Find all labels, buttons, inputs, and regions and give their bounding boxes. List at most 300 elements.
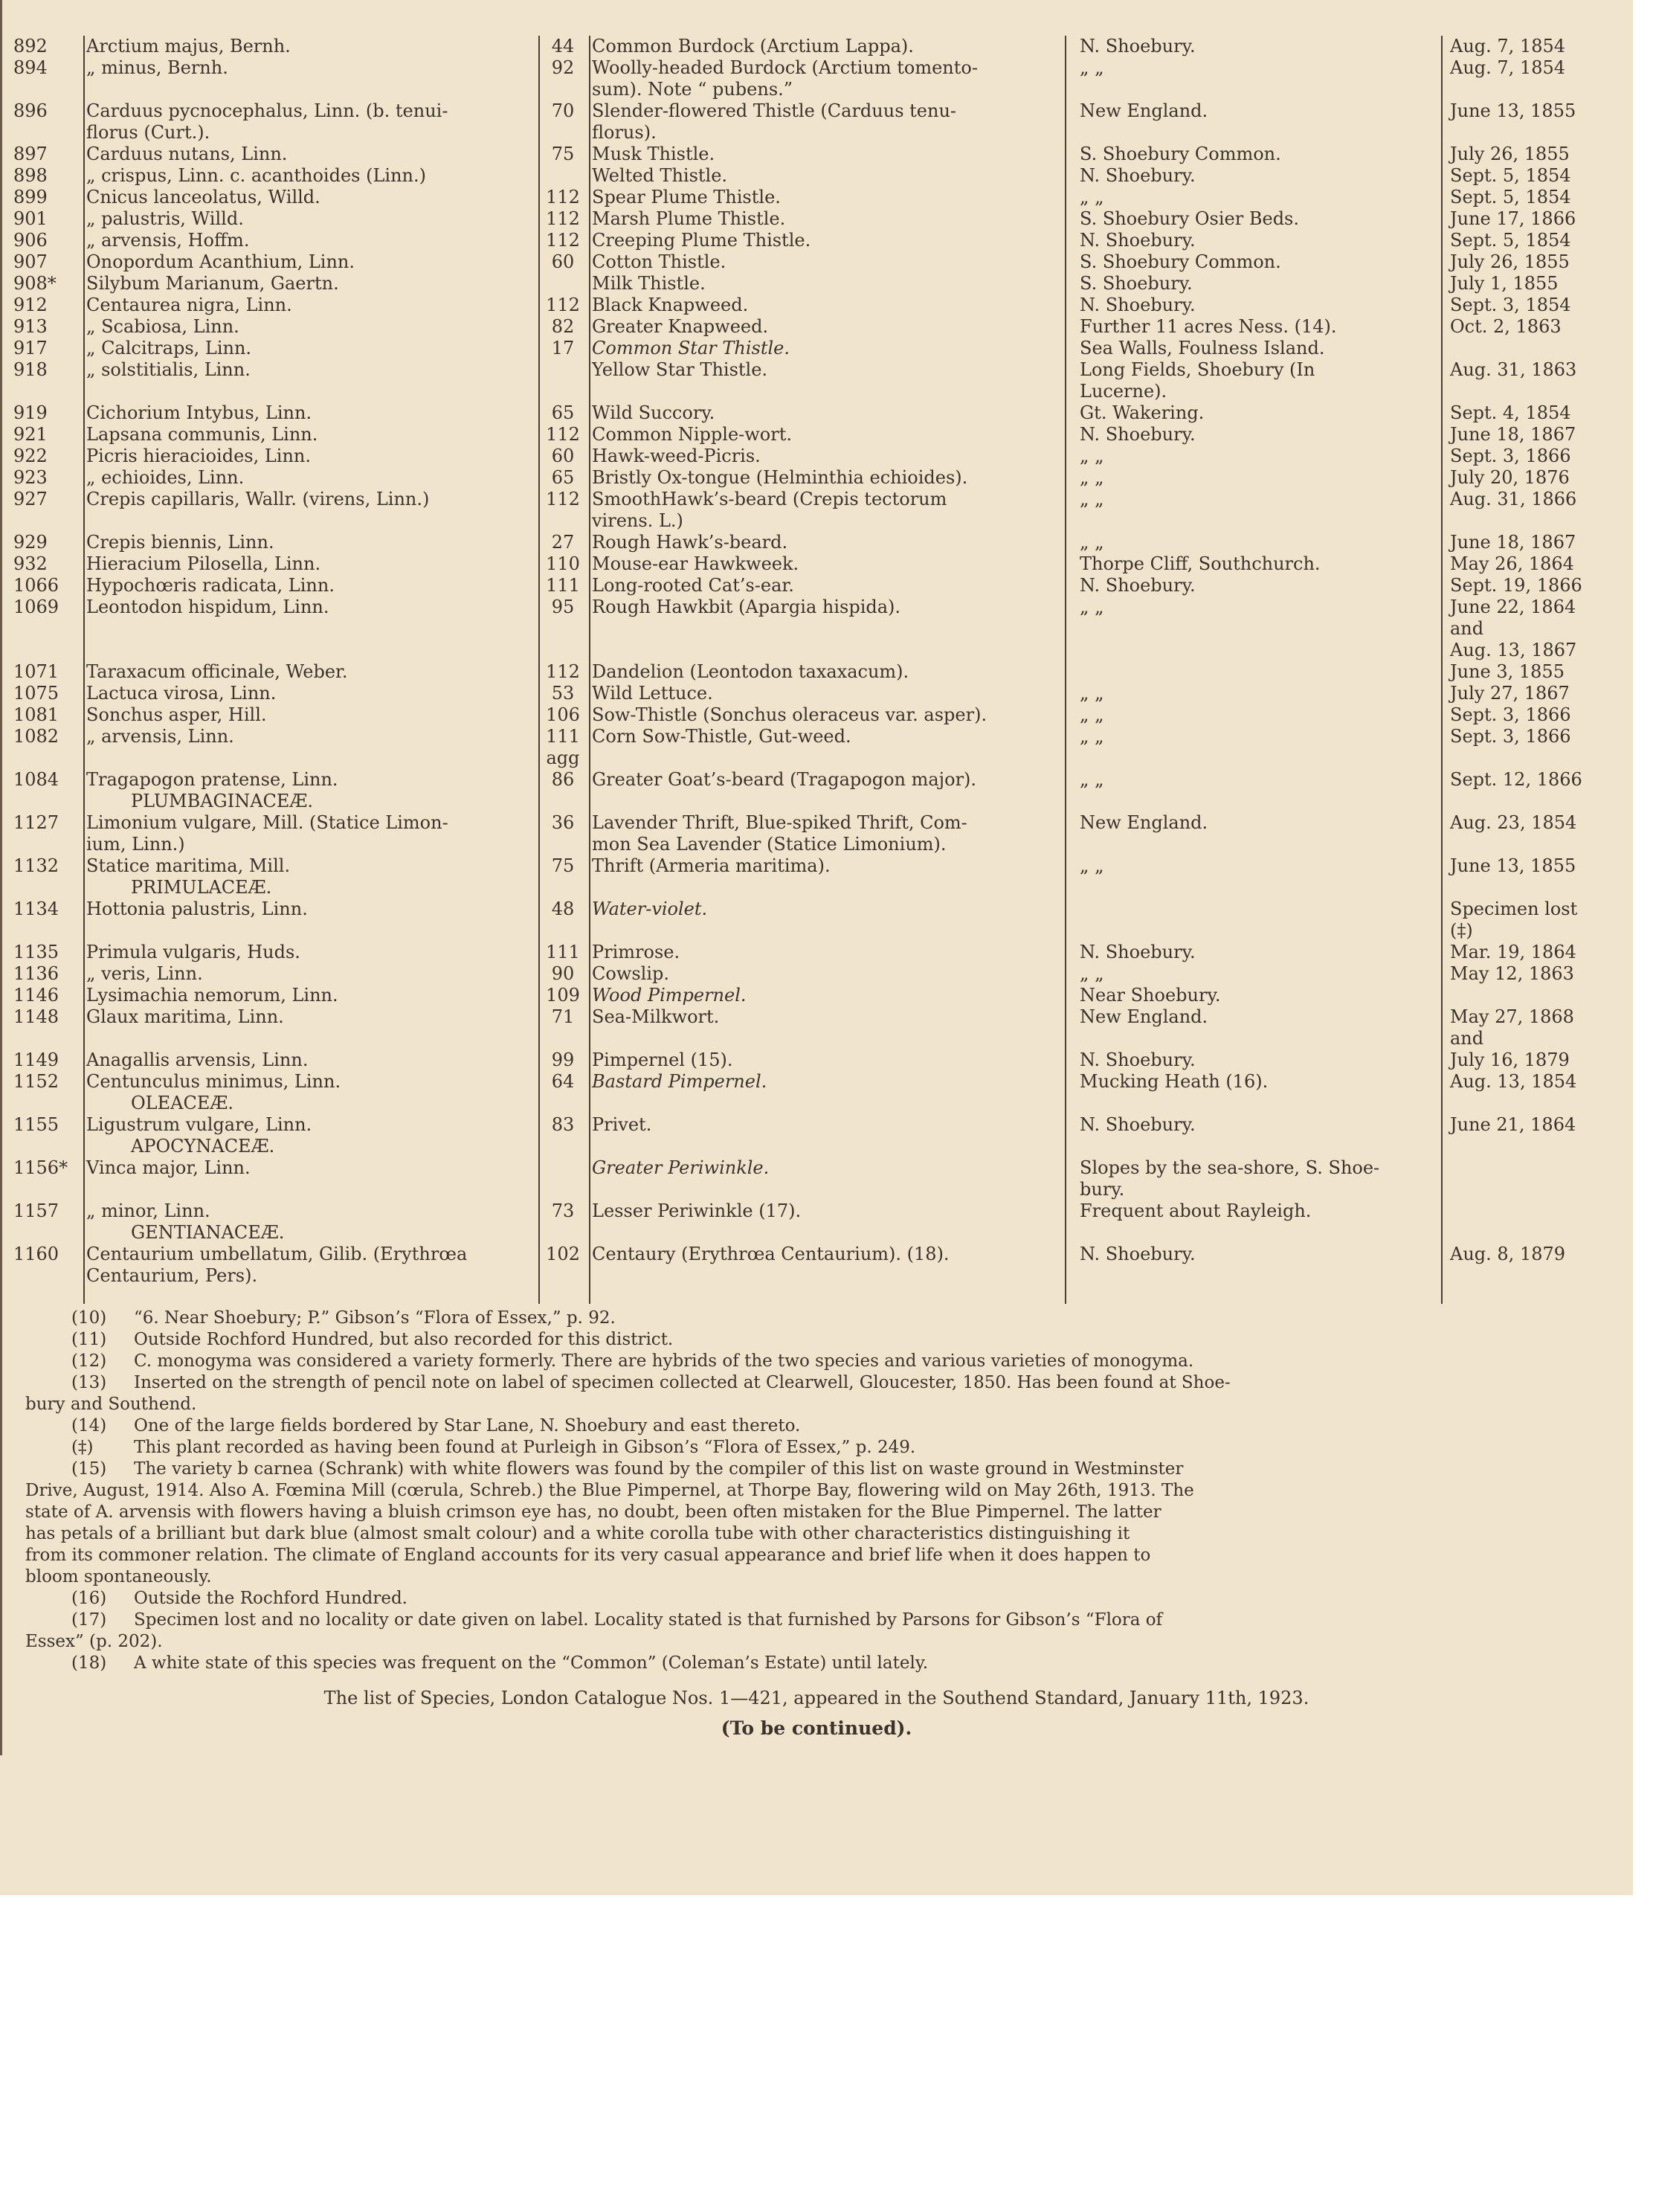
catalogue-number: 912 <box>13 295 48 315</box>
date-collected: Aug. 8, 1879 <box>1450 1244 1566 1264</box>
common-name: Thrift (Armeria maritima). <box>592 855 831 876</box>
reference-number: 70 <box>551 100 575 121</box>
date-collected: Aug. 31, 1863 <box>1450 359 1577 380</box>
date-collected: May 12, 1863 <box>1450 963 1574 984</box>
footnote-text: from its commoner relation. The climate of England accounts for its very casual appearance and brief life when it does happen to <box>25 1546 1151 1565</box>
locality: „ „ <box>1080 57 1104 78</box>
botanical-name: Centaurium, Pers). <box>86 1265 258 1286</box>
botanical-name: Arctium majus, Bernh. <box>86 36 291 57</box>
footnote <box>25 1610 1617 1631</box>
footnote-key: (17) <box>71 1610 107 1630</box>
locality: N. Shoebury. <box>1080 230 1196 251</box>
common-name: Common Nipple-wort. <box>592 424 792 445</box>
footnote <box>25 1351 1617 1372</box>
locality: „ „ <box>1080 683 1104 704</box>
footnote-text: bury and Southend. <box>25 1395 197 1414</box>
reference-number: 53 <box>551 683 575 704</box>
botanical-name: „ Calcitraps, Linn. <box>86 338 252 359</box>
reference-number: 17 <box>551 338 575 359</box>
date-collected: May 26, 1864 <box>1450 553 1574 574</box>
common-name: Wild Succory. <box>592 402 715 423</box>
footnote-text: Drive, August, 1914. Also A. Fœmina Mill (cœrula, Schreb.) the Blue Pimpernel, at Thorpe Bay, flowering wild on May 26th, 1913. The <box>25 1481 1194 1500</box>
footnote-text: Inserted on the strength of pencil note on label of specimen collected at Clearwell, Gloucester, 1850. Has been found at Shoe- <box>134 1373 1231 1392</box>
common-name: Bristly Ox-tongue (Helminthia echioides). <box>592 467 968 488</box>
date-collected: Aug. 31, 1866 <box>1450 489 1577 509</box>
botanical-name: Carduus nutans, Linn. <box>86 144 288 164</box>
footnote <box>25 1588 1617 1610</box>
footnote-key: (13) <box>71 1373 107 1392</box>
family-heading: GENTIANACEÆ. <box>131 1222 285 1243</box>
footnotes <box>25 1308 1617 1674</box>
column-rule <box>589 36 590 1304</box>
reference-number: 44 <box>551 36 575 57</box>
catalogue-number: 908* <box>13 273 57 294</box>
date-collected: July 16, 1879 <box>1450 1049 1570 1070</box>
catalogue-number: 892 <box>13 36 48 57</box>
reference-number: 60 <box>551 251 575 272</box>
family-heading: PRIMULACEÆ. <box>131 877 272 898</box>
footnote-text: “6. Near Shoebury; P.” Gibson’s “Flora of Essex,” p. 92. <box>134 1308 616 1328</box>
catalogue-number: 1132 <box>13 855 59 876</box>
footnote-key: (10) <box>71 1308 107 1328</box>
catalogue-number: 898 <box>13 165 48 186</box>
footnote <box>25 1459 1617 1480</box>
botanical-name: „ Scabiosa, Linn. <box>86 316 239 337</box>
common-name: Marsh Plume Thistle. <box>592 208 786 229</box>
footnote-key: (12) <box>71 1351 107 1371</box>
common-name: Milk Thistle. <box>592 273 706 294</box>
reference-number: 60 <box>551 446 575 466</box>
species-table <box>0 36 1633 1304</box>
catalogue-number: 1148 <box>13 1006 59 1027</box>
botanical-name: Centunculus minimus, Linn. <box>86 1071 341 1092</box>
locality: bury. <box>1080 1179 1125 1200</box>
botanical-name: Lapsana communis, Linn. <box>86 424 318 445</box>
locality: „ „ <box>1080 726 1104 747</box>
common-name: Cotton Thistle. <box>592 251 726 272</box>
common-name: Corn Sow-Thistle, Gut-weed. <box>592 726 851 747</box>
reference-number: 27 <box>551 532 575 553</box>
date-collected: June 17, 1866 <box>1450 208 1576 229</box>
catalogue-number: 1081 <box>13 704 59 725</box>
botanical-name: Onopordum Acanthium, Linn. <box>86 251 355 272</box>
botanical-name: Carduus pycnocephalus, Linn. (b. tenui- <box>86 100 448 121</box>
family-heading: OLEACEÆ. <box>131 1093 233 1113</box>
common-name: Centaury (Erythrœa Centaurium). (18). <box>592 1244 950 1264</box>
date-collected: Aug. 7, 1854 <box>1450 36 1566 57</box>
locality: „ „ <box>1080 855 1104 876</box>
botanical-name: „ palustris, Willd. <box>86 208 244 229</box>
common-name: sum). Note “ pubens.” <box>592 79 793 100</box>
date-collected: June 13, 1855 <box>1450 100 1576 121</box>
catalogue-number: 1069 <box>13 597 59 617</box>
catalogue-number: 921 <box>13 424 48 445</box>
catalogue-number: 1152 <box>13 1071 59 1092</box>
date-collected: June 18, 1867 <box>1450 424 1576 445</box>
catalogue-number: 1082 <box>13 726 59 747</box>
footnote <box>25 1372 1617 1394</box>
column-rule <box>83 36 85 1304</box>
footnote-text: Essex” (p. 202). <box>25 1632 163 1651</box>
catalogue-number: 913 <box>13 316 48 337</box>
botanical-name: Limonium vulgare, Mill. (Statice Limon- <box>86 812 448 833</box>
catalogue-number: 906 <box>13 230 48 251</box>
footnote-text: The variety b carnea (Schrank) with white flowers was found by the compiler of this list on waste ground in Westminster <box>134 1459 1184 1479</box>
footnote <box>25 1394 1617 1415</box>
catalogue-number: 1071 <box>13 661 59 682</box>
botanical-name: Cnicus lanceolatus, Willd. <box>86 187 320 208</box>
date-collected: Oct. 2, 1863 <box>1450 316 1562 337</box>
column-rule <box>1441 36 1443 1304</box>
footnote-text: Outside Rochford Hundred, but also recorded for this district. <box>134 1330 674 1349</box>
locality: N. Shoebury. <box>1080 1114 1196 1135</box>
botanical-name: Lactuca virosa, Linn. <box>86 683 277 704</box>
reference-number: 90 <box>551 963 575 984</box>
catalogue-number: 896 <box>13 100 48 121</box>
footnote <box>25 1523 1617 1545</box>
reference-number: agg <box>546 747 580 768</box>
footnote-text: Outside the Rochford Hundred. <box>134 1589 407 1608</box>
catalogue-number: 1127 <box>13 812 59 833</box>
date-collected: Aug. 23, 1854 <box>1450 812 1577 833</box>
locality: Sea Walls, Foulness Island. <box>1080 338 1325 359</box>
botanical-name: „ arvensis, Hoffm. <box>86 230 250 251</box>
catalogue-number: 1075 <box>13 683 59 704</box>
locality: Long Fields, Shoebury (In <box>1080 359 1315 380</box>
botanical-name: Centaurium umbellatum, Gilib. (Erythrœa <box>86 1244 468 1264</box>
reference-number: 65 <box>551 402 575 423</box>
date-collected: and <box>1450 1028 1484 1049</box>
locality: „ „ <box>1080 489 1104 509</box>
reference-number: 83 <box>551 1114 575 1135</box>
reference-number: 86 <box>551 769 575 790</box>
reference-number: 99 <box>551 1049 575 1070</box>
locality: „ „ <box>1080 467 1104 488</box>
locality: New England. <box>1080 812 1208 833</box>
locality: New England. <box>1080 1006 1208 1027</box>
common-name: SmoothHawk’s-beard (Crepis tectorum <box>592 489 947 509</box>
catalogue-number: 1136 <box>13 963 59 984</box>
botanical-name: „ solstitialis, Linn. <box>86 359 251 380</box>
catalogue-number: 919 <box>13 402 48 423</box>
footnote <box>25 1437 1617 1459</box>
date-collected: July 26, 1855 <box>1450 251 1570 272</box>
footnote-key: (18) <box>71 1653 107 1673</box>
common-name: florus). <box>592 122 657 143</box>
common-name: Long-rooted Cat’s-ear. <box>592 575 794 596</box>
botanical-name: Centaurea nigra, Linn. <box>86 295 292 315</box>
locality: Thorpe Cliff, Southchurch. <box>1080 553 1321 574</box>
catalogue-number: 1156* <box>13 1157 68 1178</box>
reference-number: 73 <box>551 1200 575 1221</box>
botanical-name: Hottonia palustris, Linn. <box>86 898 308 919</box>
botanical-name: „ crispus, Linn. c. acanthoides (Linn.) <box>86 165 426 186</box>
catalogue-number: 932 <box>13 553 48 574</box>
date-collected: June 22, 1864 <box>1450 597 1576 617</box>
common-name: Water-violet. <box>592 898 708 919</box>
reference-number: 110 <box>546 553 580 574</box>
date-collected: Sept. 3, 1866 <box>1450 726 1571 747</box>
common-name: Bastard Pimpernel. <box>592 1071 767 1092</box>
reference-number: 111 <box>546 726 580 747</box>
botanical-name: Ligustrum vulgare, Linn. <box>86 1114 312 1135</box>
common-name: Spear Plume Thistle. <box>592 187 781 208</box>
footnote <box>25 1545 1617 1566</box>
common-name: Lesser Periwinkle (17). <box>592 1200 802 1221</box>
date-collected: Sept. 3, 1866 <box>1450 704 1571 725</box>
botanical-name: „ veris, Linn. <box>86 963 203 984</box>
botanical-name: Hypochœris radicata, Linn. <box>86 575 335 596</box>
closing-note: The list of Species, London Catalogue Nos. 1—421, appeared in the Southend Standard, January 11th, 1923. <box>323 1688 1309 1708</box>
reference-number: 111 <box>546 575 580 596</box>
date-collected: Sept. 5, 1854 <box>1450 165 1571 186</box>
locality: „ „ <box>1080 769 1104 790</box>
common-name: Dandelion (Leontodon taxaxacum). <box>592 661 909 682</box>
date-collected: June 13, 1855 <box>1450 855 1576 876</box>
reference-number: 112 <box>546 187 580 208</box>
common-name: Primrose. <box>592 942 680 962</box>
catalogue-number: 894 <box>13 57 48 78</box>
common-name: Sea-Milkwort. <box>592 1006 720 1027</box>
reference-number: 75 <box>551 144 575 164</box>
locality: „ „ <box>1080 704 1104 725</box>
footnote <box>25 1502 1617 1523</box>
catalogue-number: 927 <box>13 489 48 509</box>
botanical-name: ium, Linn.) <box>86 834 185 855</box>
date-collected: July 20, 1876 <box>1450 467 1570 488</box>
reference-number: 112 <box>546 424 580 445</box>
footnote-key: (11) <box>71 1330 107 1349</box>
common-name: Lavender Thrift, Blue-spiked Thrift, Com- <box>592 812 967 833</box>
reference-number: 64 <box>551 1071 575 1092</box>
locality: N. Shoebury. <box>1080 165 1196 186</box>
catalogue-number: 917 <box>13 338 48 359</box>
reference-number: 95 <box>551 597 575 617</box>
locality: N. Shoebury. <box>1080 295 1196 315</box>
date-collected: June 21, 1864 <box>1450 1114 1576 1135</box>
footnote-text: One of the large fields bordered by Star Lane, N. Shoebury and east thereto. <box>134 1416 801 1435</box>
botanical-name: Anagallis arvensis, Linn. <box>86 1049 309 1070</box>
botanical-name: Leontodon hispidum, Linn. <box>86 597 329 617</box>
locality: N. Shoebury. <box>1080 575 1196 596</box>
reference-number: 112 <box>546 661 580 682</box>
reference-number: 102 <box>546 1244 580 1264</box>
botanical-name: Taraxacum officinale, Weber. <box>86 661 348 682</box>
locality: Slopes by the sea-shore, S. Shoe- <box>1080 1157 1380 1178</box>
catalogue-number: 923 <box>13 467 48 488</box>
footnote-text: state of A. arvensis with flowers having a bluish crimson eye has, no doubt, been often mistaken for the Blue Pimpernel. The latter <box>25 1502 1161 1522</box>
common-name: Woolly-headed Burdock (Arctium tomento- <box>592 57 978 78</box>
date-collected: Mar. 19, 1864 <box>1450 942 1576 962</box>
common-name: Black Knapweed. <box>592 295 749 315</box>
footnote-text: Specimen lost and no locality or date given on label. Locality stated is that furnished by Parsons for Gibson’s “Flora of <box>134 1610 1163 1630</box>
reference-number: 71 <box>551 1006 575 1027</box>
family-heading: APOCYNACEÆ. <box>131 1136 275 1157</box>
botanical-name: Cichorium Intybus, Linn. <box>86 402 312 423</box>
reference-number: 65 <box>551 467 575 488</box>
locality: Frequent about Rayleigh. <box>1080 1200 1312 1221</box>
botanical-name: Picris hieracioides, Linn. <box>86 446 312 466</box>
column-rule <box>1065 36 1066 1304</box>
botanical-name: Crepis capillaris, Wallr. (virens, Linn.) <box>86 489 430 509</box>
locality: N. Shoebury. <box>1080 1244 1196 1264</box>
date-collected: Specimen lost <box>1450 898 1578 919</box>
date-collected: July 27, 1867 <box>1450 683 1570 704</box>
common-name: Greater Knapweed. <box>592 316 769 337</box>
common-name: Common Burdock (Arctium Lappa). <box>592 36 914 57</box>
botanical-name: Hieracium Pilosella, Linn. <box>86 553 321 574</box>
reference-number: 112 <box>546 295 580 315</box>
common-name: Sow-Thistle (Sonchus oleraceus var. asper). <box>592 704 987 725</box>
common-name: Creeping Plume Thistle. <box>592 230 811 251</box>
locality: N. Shoebury. <box>1080 424 1196 445</box>
date-collected: Aug. 7, 1854 <box>1450 57 1566 78</box>
botanical-name: „ minus, Bernh. <box>86 57 228 78</box>
botanical-name: Silybum Marianum, Gaertn. <box>86 273 339 294</box>
footnote-text: C. monogyma was considered a variety formerly. There are hybrids of the two species and various varieties of monogyma. <box>134 1351 1194 1371</box>
locality: Gt. Wakering. <box>1080 402 1205 423</box>
date-collected: Sept. 5, 1854 <box>1450 187 1571 208</box>
date-collected: Sept. 3, 1854 <box>1450 295 1571 315</box>
date-collected: (‡) <box>1450 920 1473 941</box>
footnote-key: (14) <box>71 1416 107 1435</box>
continued-notice: (To be continued). <box>721 1717 912 1739</box>
botanical-name: „ echioides, Linn. <box>86 467 245 488</box>
reference-number: 48 <box>551 898 575 919</box>
footnote-text: has petals of a brilliant but dark blue (almost smalt colour) and a white corolla tube with other characteristics distinguishing it <box>25 1524 1130 1543</box>
common-name: Mouse-ear Hawkweek. <box>592 553 799 574</box>
common-name: Wild Lettuce. <box>592 683 713 704</box>
catalogue-number: 1155 <box>13 1114 59 1135</box>
common-name: virens. L.) <box>592 510 683 531</box>
locality: „ „ <box>1080 187 1104 208</box>
date-collected: Sept. 3, 1866 <box>1450 446 1571 466</box>
botanical-name: „ minor, Linn. <box>86 1200 210 1221</box>
locality: N. Shoebury. <box>1080 942 1196 962</box>
date-collected: June 18, 1867 <box>1450 532 1576 553</box>
footnote-key: (15) <box>71 1459 107 1479</box>
date-collected: July 1, 1855 <box>1450 273 1559 294</box>
date-collected: Sept. 12, 1866 <box>1450 769 1582 790</box>
common-name: Wood Pimpernel. <box>592 985 747 1006</box>
locality: New England. <box>1080 100 1208 121</box>
date-collected: June 3, 1855 <box>1450 661 1565 682</box>
reference-number: 82 <box>551 316 575 337</box>
reference-number: 109 <box>546 985 580 1006</box>
footnote <box>25 1566 1617 1588</box>
common-name: Greater Goat’s-beard (Tragapogon major). <box>592 769 977 790</box>
common-name: mon Sea Lavender (Statice Limonium). <box>592 834 947 855</box>
date-collected: Sept. 19, 1866 <box>1450 575 1582 596</box>
date-collected: Aug. 13, 1854 <box>1450 1071 1577 1092</box>
locality: „ „ <box>1080 597 1104 617</box>
common-name: Slender-flowered Thistle (Carduus tenu- <box>592 100 957 121</box>
catalogue-number: 897 <box>13 144 48 164</box>
catalogue-number: 1146 <box>13 985 59 1006</box>
footnote-text: A white state of this species was frequent on the “Common” (Coleman’s Estate) until lately. <box>134 1653 929 1673</box>
locality: S. Shoebury. <box>1080 273 1193 294</box>
locality: Near Shoebury. <box>1080 985 1221 1006</box>
reference-number: 112 <box>546 230 580 251</box>
common-name: Rough Hawkbit (Apargia hispida). <box>592 597 901 617</box>
catalogue-number: 1149 <box>13 1049 59 1070</box>
botanical-name: Statice maritima, Mill. <box>86 855 291 876</box>
locality: N. Shoebury. <box>1080 1049 1196 1070</box>
family-heading: PLUMBAGINACEÆ. <box>131 791 314 811</box>
locality: „ „ <box>1080 963 1104 984</box>
locality: S. Shoebury Common. <box>1080 251 1281 272</box>
locality: S. Shoebury Osier Beds. <box>1080 208 1299 229</box>
date-collected: Sept. 5, 1854 <box>1450 230 1571 251</box>
footnote <box>25 1308 1617 1329</box>
botanical-name: Sonchus asper, Hill. <box>86 704 267 725</box>
common-name: Yellow Star Thistle. <box>592 359 768 380</box>
common-name: Common Star Thistle. <box>592 338 790 359</box>
catalogue-number: 1066 <box>13 575 59 596</box>
locality: „ „ <box>1080 532 1104 553</box>
common-name: Welted Thistle. <box>592 165 728 186</box>
catalogue-number: 922 <box>13 446 48 466</box>
footnote-key: (16) <box>71 1589 107 1608</box>
common-name: Greater Periwinkle. <box>592 1157 770 1178</box>
common-name: Musk Thistle. <box>592 144 715 164</box>
locality: N. Shoebury. <box>1080 36 1196 57</box>
botanical-name: Lysimachia nemorum, Linn. <box>86 985 338 1006</box>
footnote <box>25 1480 1617 1502</box>
date-collected: and <box>1450 618 1484 639</box>
catalogue-number: 918 <box>13 359 48 380</box>
footnote-text: This plant recorded as having been found at Purleigh in Gibson’s “Flora of Essex,” p. 249. <box>134 1438 916 1457</box>
common-name: Cowslip. <box>592 963 670 984</box>
date-collected: Sept. 4, 1854 <box>1450 402 1571 423</box>
locality: Mucking Heath (16). <box>1080 1071 1269 1092</box>
reference-number: 112 <box>546 489 580 509</box>
botanical-name: Tragapogon pratense, Linn. <box>86 769 338 790</box>
catalogue-number: 1084 <box>13 769 59 790</box>
common-name: Rough Hawk’s-beard. <box>592 532 788 553</box>
locality: Lucerne). <box>1080 381 1167 402</box>
footnote-text: bloom spontaneously. <box>25 1567 212 1586</box>
footnote <box>25 1653 1617 1674</box>
locality: Further 11 acres Ness. (14). <box>1080 316 1337 337</box>
footnote <box>25 1415 1617 1437</box>
reference-number: 92 <box>551 57 575 78</box>
common-name: Pimpernel (15). <box>592 1049 733 1070</box>
catalogue-number: 907 <box>13 251 48 272</box>
common-name: Hawk-weed-Picris. <box>592 446 761 466</box>
date-collected: May 27, 1868 <box>1450 1006 1574 1027</box>
catalogue-number: 1135 <box>13 942 59 962</box>
reference-number: 106 <box>546 704 580 725</box>
botanical-name: Crepis biennis, Linn. <box>86 532 274 553</box>
locality: S. Shoebury Common. <box>1080 144 1281 164</box>
catalogue-number: 1160 <box>13 1244 59 1264</box>
footnote <box>25 1631 1617 1653</box>
locality: „ „ <box>1080 446 1104 466</box>
date-collected: July 26, 1855 <box>1450 144 1570 164</box>
reference-number: 112 <box>546 208 580 229</box>
date-collected: Aug. 13, 1867 <box>1450 640 1577 660</box>
footnote-key: (‡) <box>71 1438 94 1457</box>
catalogue-number: 1134 <box>13 898 59 919</box>
reference-number: 75 <box>551 855 575 876</box>
botanical-name: Glaux maritima, Linn. <box>86 1006 284 1027</box>
botanical-name: Vinca major, Linn. <box>86 1157 251 1178</box>
reference-number: 111 <box>546 942 580 962</box>
catalogue-number: 901 <box>13 208 48 229</box>
catalogue-number: 899 <box>13 187 48 208</box>
catalogue-number: 1157 <box>13 1200 59 1221</box>
